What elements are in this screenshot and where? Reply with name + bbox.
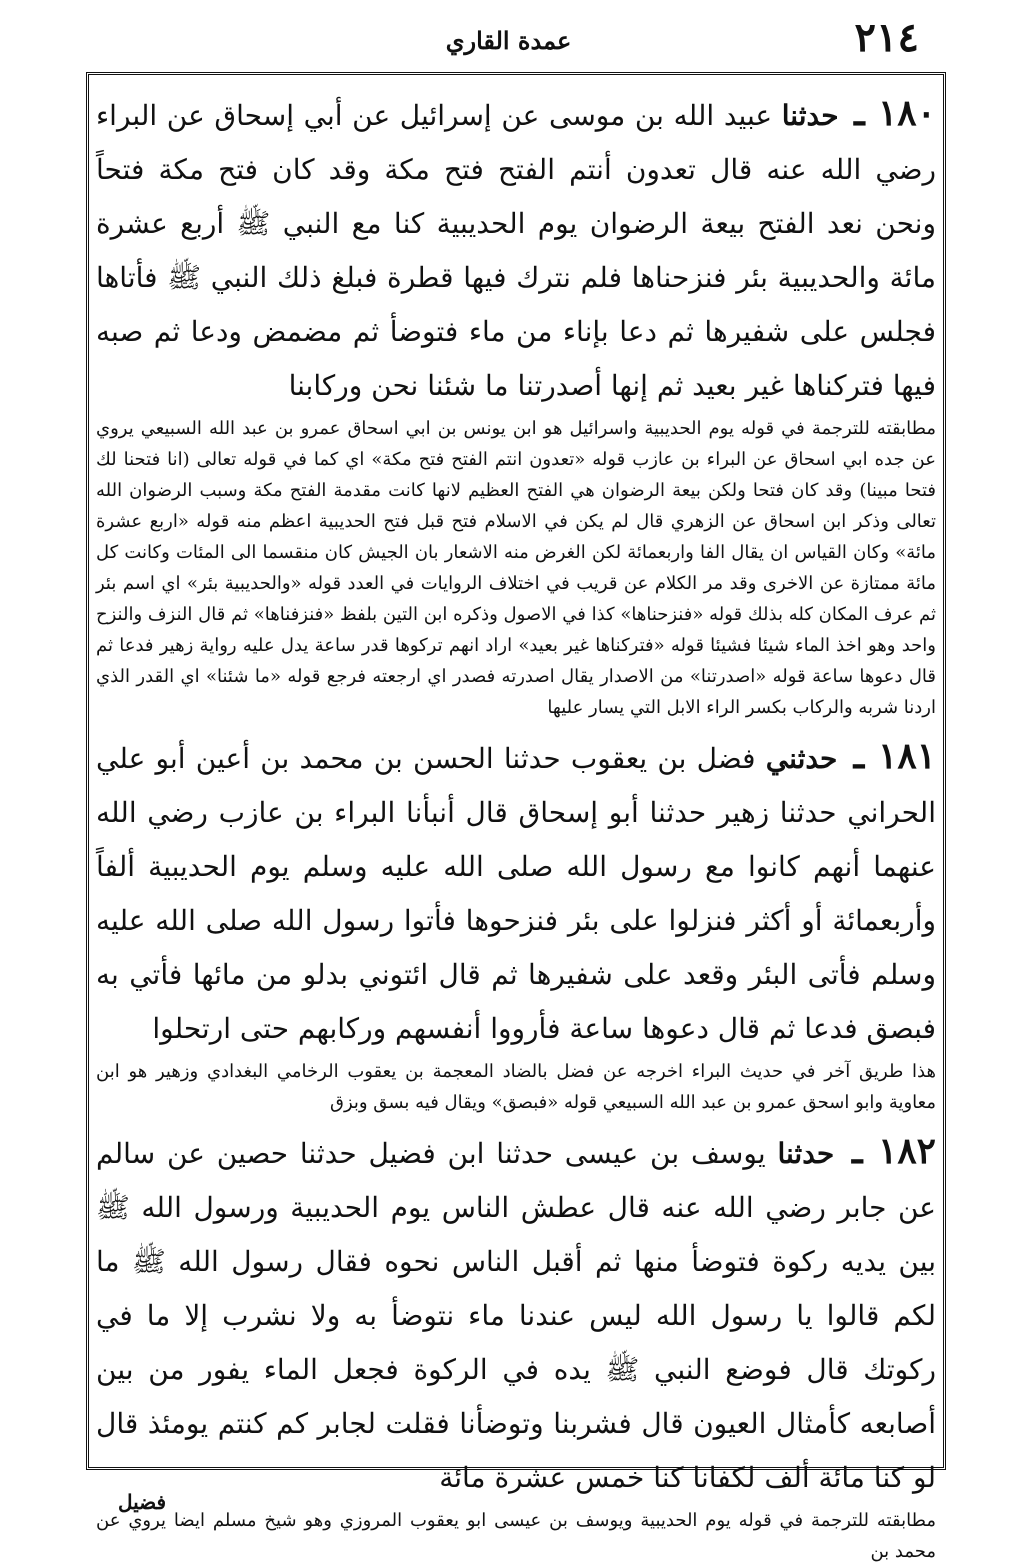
hadith-opening: حدثني bbox=[765, 742, 838, 775]
hadith-number: ١٨٠ ـ bbox=[854, 92, 936, 134]
running-title: عمدة القاري bbox=[445, 26, 572, 55]
hadith-181 bbox=[96, 729, 936, 1056]
commentary-180: مطابقته للترجمة في قوله يوم الحديبية واسرائيل هو ابن يونس بن ابي اسحاق عمرو بن عبد الله السبيعي يروي عن جده ابي اسحاق عن البراء بن عازب قوله «تعدون انتم الفتح فتح مكة» اي كما في قوله تعالى (انا فتحنا لك فتحا مبينا) وقد كان فتحا ولكن بيعة الرضوان هي الفتح العظيم لانها كانت مقدمة الفتح مكة وسبب الرضوان الله تعالى وذكر ابن اسحاق عن الزهري قال لم يكن في الاسلام فتح قبل فتح الحديبية اعظم منه قوله «اربع عشرة مائة» وكان القياس ان يقال الفا واربعمائة لكن الغرض منه الاشعار بان الجيش كان منقسما الى المئات وكانت كل مائة ممتازة عن الاخرى وقد مر الكلام عن قريب في اختلاف الروايات في العدد قوله «والحديبية بئر» اي اسم بئر ثم عرف المكان كله بذلك قوله «فنزحناها» كذا في الاصول وذكره ابن التين بلفظ «فنزفناها» ثم قال النزف والنزح واحد وهو اخذ الماء شيئا فشيئا قوله «فتركناها غير بعيد» اراد انهم تركوها قدر ساعة يدل عليه رواية زهير فدعا ثم قال دعوها ساعة قوله «اصدرتنا» من الاصدار يقال اصدرته فصدر اي ارجعته فرجع قوله «ما شئنا» اي القدر الذي اردنا شربه والركاب بكسر الراء الابل التي يسار عليها bbox=[96, 418, 936, 718]
hadith-opening: حدثنا bbox=[781, 99, 839, 132]
page-body bbox=[96, 86, 936, 1567]
hadith-text: عبيد الله بن موسى عن إسرائيل عن أبي إسحاق عن البراء رضي الله عنه قال تعدون أنتم الفتح فتح مكة وقد كان فتح مكة فتحاً ونحن نعد الفتح بيعة الرضوان يوم الحديبية كنا مع النبي ﷺ أربع عشرة مائة والحديبية بئر فنزحناها فلم نترك فيها قطرة فبلغ ذلك النبي ﷺ فأتاها فجلس على شفيرها ثم دعا بإناء من ماء فتوضأ ثم مضمض ودعا ثم صبه فيها فتركناها غير بعيد ثم إنها أصدرتنا ما شئنا نحن وركابنا bbox=[96, 99, 936, 402]
hadith-180 bbox=[96, 86, 936, 413]
hadith-opening: حدثنا bbox=[777, 1137, 835, 1170]
page-header bbox=[90, 12, 927, 64]
catchword: فضيل bbox=[118, 1490, 167, 1514]
hadith-number: ١٨١ ـ bbox=[853, 735, 936, 777]
hadith-text: فضل بن يعقوب حدثنا الحسن بن محمد بن أعين أبو علي الحراني حدثنا زهير حدثنا أبو إسحاق قال أنبأنا البراء بن عازب رضي الله عنهما أنهم كانوا مع رسول الله صلى الله عليه وسلم يوم الحديبية ألفاً وأربعمائة أو أكثر فنزلوا على بئر فنزحوها فأتوا رسول الله صلى الله عليه وسلم فأتى البئر وقعد على شفيرها ثم قال ائتوني بدلو من مائها فأتي به فبصق فدعا ثم قال دعوها ساعة فأرووا أنفسهم وركابهم حتى ارتحلوا bbox=[96, 742, 936, 1045]
page-number: ٢١٤ bbox=[854, 14, 919, 61]
hadith-text: يوسف بن عيسى حدثنا ابن فضيل حدثنا حصين عن سالم عن جابر رضي الله عنه قال عطش الناس يوم الحديبية ورسول الله ﷺ بين يديه ركوة فتوضأ منها ثم أقبل الناس نحوه فقال رسول الله ﷺ ما لكم قالوا يا رسول الله ليس عندنا ماء نتوضأ به ولا نشرب إلا ما في ركوتك قال فوضع النبي ﷺ يده في الركوة فجعل الماء يفور من بين أصابعه كأمثال العيون قال فشربنا وتوضأنا فقلت لجابر كم كنتم يومئذ قال لو كنا مائة ألف لكفانا كنا خمس عشرة مائة bbox=[96, 1137, 936, 1494]
commentary-182: مطابقته للترجمة في قوله يوم الحديبية ويوسف بن عيسى ابو يعقوب المروزي وهو شيخ مسلم ايضا يروي عن محمد بن bbox=[96, 1510, 936, 1562]
hadith-number: ١٨٢ ـ bbox=[852, 1130, 937, 1172]
commentary-181: هذا طريق آخر في حديث البراء اخرجه عن فضل بالضاد المعجمة بن يعقوب الرخامي البغدادي وزهير هو ابن معاوية وابو اسحق عمرو بن عبد الله السبيعي قوله «فبصق» ويقال فيه بسق وبزق bbox=[96, 1061, 936, 1113]
hadith-182 bbox=[96, 1124, 936, 1505]
